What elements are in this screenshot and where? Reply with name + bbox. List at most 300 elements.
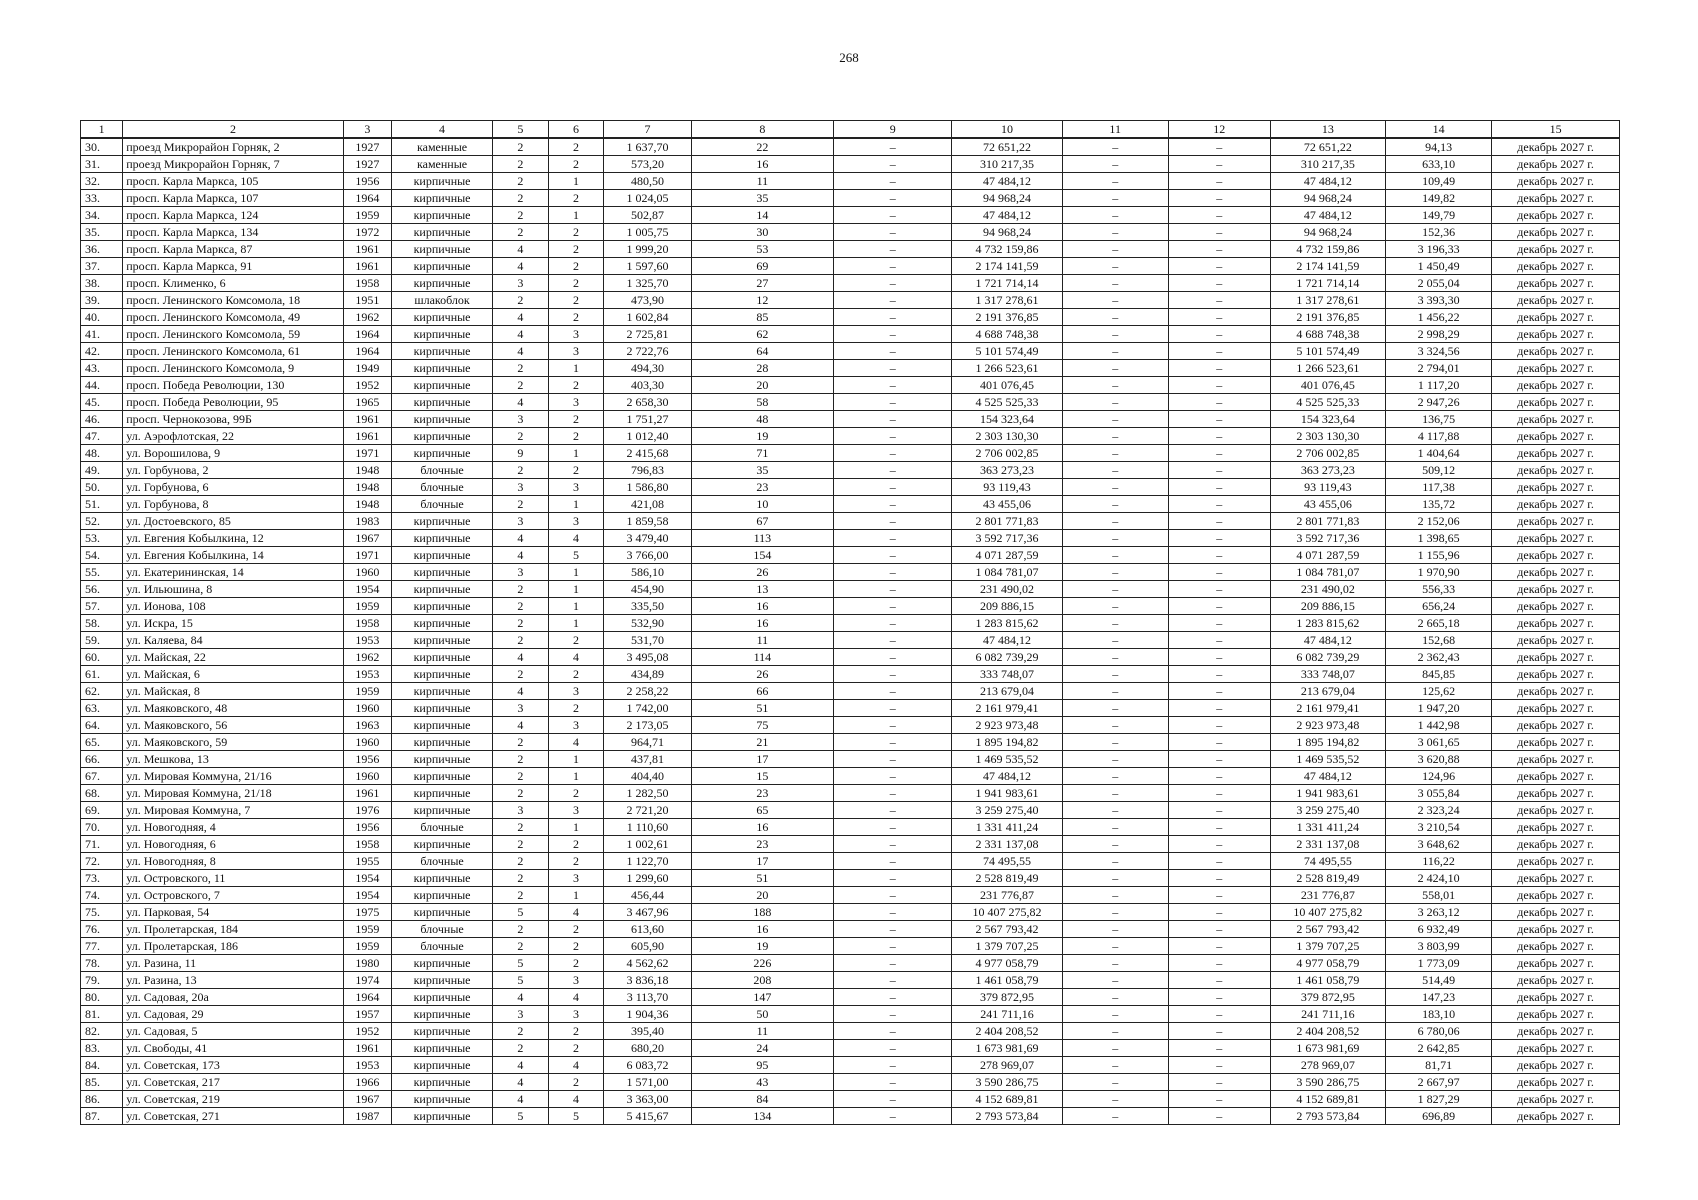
table-body: [81, 138, 1620, 1125]
table-cell: кирпичные: [392, 581, 493, 598]
table-cell: 1948: [343, 462, 391, 479]
table-cell: 69.: [81, 802, 123, 819]
table-cell: 1 331 411,24: [1270, 819, 1385, 836]
table-cell: 558,01: [1386, 887, 1492, 904]
table-cell: 2: [493, 156, 549, 173]
table-cell: 45.: [81, 394, 123, 411]
table-cell: 1956: [343, 751, 391, 768]
table-cell: 154: [691, 547, 833, 564]
table-cell: 2 801 771,83: [1270, 513, 1385, 530]
table-cell: 4: [548, 530, 604, 547]
table-cell: 401 076,45: [952, 377, 1062, 394]
table-cell: 28: [691, 360, 833, 377]
table-row: [81, 275, 1620, 292]
table-cell: 2 998,29: [1386, 326, 1492, 343]
table-cell: кирпичные: [392, 547, 493, 564]
table-cell: 2: [548, 938, 604, 955]
table-cell: –: [1062, 836, 1168, 853]
table-cell: 12: [691, 292, 833, 309]
table-cell: –: [1168, 428, 1270, 445]
table-cell: 5: [493, 1108, 549, 1125]
table-cell: декабрь 2027 г.: [1492, 581, 1620, 598]
table-row: [81, 1023, 1620, 1040]
table-cell: 113: [691, 530, 833, 547]
table-cell: декабрь 2027 г.: [1492, 445, 1620, 462]
table-cell: 1927: [343, 138, 391, 156]
table-cell: 4 117,88: [1386, 428, 1492, 445]
table-cell: 2 173,05: [604, 717, 692, 734]
table-cell: –: [833, 292, 951, 309]
table-cell: 5 101 574,49: [1270, 343, 1385, 360]
table-cell: 3: [493, 1006, 549, 1023]
table-cell: 3 590 286,75: [1270, 1074, 1385, 1091]
table-cell: 2 706 002,85: [952, 445, 1062, 462]
table-row: [81, 853, 1620, 870]
table-cell: 4: [493, 989, 549, 1006]
table-cell: –: [833, 530, 951, 547]
table-cell: ул. Советская, 271: [123, 1108, 343, 1125]
table-cell: декабрь 2027 г.: [1492, 138, 1620, 156]
table-cell: ул. Советская, 173: [123, 1057, 343, 1074]
table-cell: 1959: [343, 207, 391, 224]
table-row: [81, 445, 1620, 462]
table-cell: 48.: [81, 445, 123, 462]
table-cell: 2 362,43: [1386, 649, 1492, 666]
table-cell: блочные: [392, 819, 493, 836]
table-row: [81, 598, 1620, 615]
table-row: [81, 496, 1620, 513]
table-cell: ул. Маяковского, 59: [123, 734, 343, 751]
table-cell: –: [833, 445, 951, 462]
table-cell: –: [1062, 138, 1168, 156]
table-cell: 49.: [81, 462, 123, 479]
table-cell: 3 803,99: [1386, 938, 1492, 955]
table-cell: 11: [691, 1023, 833, 1040]
table-cell: 231 776,87: [1270, 887, 1385, 904]
table-cell: 152,68: [1386, 632, 1492, 649]
table-cell: декабрь 2027 г.: [1492, 292, 1620, 309]
table-cell: –: [1062, 1023, 1168, 1040]
column-header: 13: [1270, 121, 1385, 139]
table-cell: 3 479,40: [604, 530, 692, 547]
table-cell: декабрь 2027 г.: [1492, 462, 1620, 479]
table-cell: 1976: [343, 802, 391, 819]
table-cell: декабрь 2027 г.: [1492, 1040, 1620, 1057]
table-cell: ул. Пролетарская, 186: [123, 938, 343, 955]
table-cell: –: [1062, 547, 1168, 564]
table-cell: 2 055,04: [1386, 275, 1492, 292]
table-cell: –: [833, 717, 951, 734]
table-cell: –: [833, 479, 951, 496]
table-cell: 656,24: [1386, 598, 1492, 615]
table-cell: 17: [691, 751, 833, 768]
table-cell: –: [833, 921, 951, 938]
table-cell: –: [1168, 870, 1270, 887]
table-cell: 1 155,96: [1386, 547, 1492, 564]
table-cell: 494,30: [604, 360, 692, 377]
table-cell: 17: [691, 853, 833, 870]
table-cell: –: [1062, 292, 1168, 309]
table-row: [81, 394, 1620, 411]
table-cell: кирпичные: [392, 1091, 493, 1108]
table-cell: 1 673 981,69: [1270, 1040, 1385, 1057]
table-cell: 1 895 194,82: [952, 734, 1062, 751]
table-cell: декабрь 2027 г.: [1492, 870, 1620, 887]
column-header: 10: [952, 121, 1062, 139]
table-cell: –: [833, 411, 951, 428]
table-cell: 363 273,23: [1270, 462, 1385, 479]
table-cell: –: [833, 819, 951, 836]
table-cell: 1954: [343, 870, 391, 887]
table-cell: 1961: [343, 785, 391, 802]
table-cell: ул. Островского, 7: [123, 887, 343, 904]
table-cell: кирпичные: [392, 989, 493, 1006]
table-cell: декабрь 2027 г.: [1492, 768, 1620, 785]
table-cell: 183,10: [1386, 1006, 1492, 1023]
table-cell: 5: [493, 904, 549, 921]
table-cell: кирпичные: [392, 972, 493, 989]
table-cell: –: [1168, 717, 1270, 734]
table-cell: 35: [691, 190, 833, 207]
table-cell: просп. Карла Маркса, 134: [123, 224, 343, 241]
table-cell: 4: [493, 1091, 549, 1108]
table-cell: –: [833, 224, 951, 241]
table-cell: 4 562,62: [604, 955, 692, 972]
table-cell: 76.: [81, 921, 123, 938]
table-cell: –: [1062, 768, 1168, 785]
table-cell: –: [833, 173, 951, 190]
table-cell: декабрь 2027 г.: [1492, 309, 1620, 326]
table-cell: декабрь 2027 г.: [1492, 173, 1620, 190]
table-row: [81, 887, 1620, 904]
table-cell: 1 084 781,07: [952, 564, 1062, 581]
table-cell: 454,90: [604, 581, 692, 598]
table-cell: 67.: [81, 768, 123, 785]
table-cell: декабрь 2027 г.: [1492, 785, 1620, 802]
table-cell: 1: [548, 768, 604, 785]
table-cell: 2 152,06: [1386, 513, 1492, 530]
table-cell: 226: [691, 955, 833, 972]
table-cell: 473,90: [604, 292, 692, 309]
table-cell: ул. Майская, 8: [123, 683, 343, 700]
table-cell: 3 766,00: [604, 547, 692, 564]
table-cell: –: [1168, 530, 1270, 547]
table-cell: –: [1062, 615, 1168, 632]
table-cell: 209 886,15: [952, 598, 1062, 615]
table-cell: 2: [493, 428, 549, 445]
table-cell: 136,75: [1386, 411, 1492, 428]
table-row: [81, 734, 1620, 751]
table-cell: 2 658,30: [604, 394, 692, 411]
table-cell: –: [833, 853, 951, 870]
table-cell: –: [1168, 258, 1270, 275]
table-cell: 231 490,02: [952, 581, 1062, 598]
table-cell: 57.: [81, 598, 123, 615]
table-cell: 36.: [81, 241, 123, 258]
table-cell: 1952: [343, 377, 391, 394]
table-cell: 2: [548, 224, 604, 241]
table-cell: 35.: [81, 224, 123, 241]
table-cell: –: [1062, 666, 1168, 683]
table-cell: ул. Советская, 217: [123, 1074, 343, 1091]
table-cell: 3 620,88: [1386, 751, 1492, 768]
table-cell: 613,60: [604, 921, 692, 938]
table-cell: 43 455,06: [952, 496, 1062, 513]
table-cell: 51: [691, 700, 833, 717]
table-cell: 1958: [343, 836, 391, 853]
table-cell: 2: [548, 190, 604, 207]
table-cell: 2: [548, 258, 604, 275]
table-cell: 46.: [81, 411, 123, 428]
table-cell: 1967: [343, 1091, 391, 1108]
table-cell: 2: [493, 853, 549, 870]
table-cell: 62.: [81, 683, 123, 700]
table-cell: 5 101 574,49: [952, 343, 1062, 360]
table-cell: 1959: [343, 598, 391, 615]
table-cell: кирпичные: [392, 530, 493, 547]
table-cell: кирпичные: [392, 870, 493, 887]
table-cell: кирпичные: [392, 666, 493, 683]
table-cell: кирпичные: [392, 207, 493, 224]
table-cell: 154 323,64: [952, 411, 1062, 428]
table-cell: 70.: [81, 819, 123, 836]
table-cell: кирпичные: [392, 275, 493, 292]
table-cell: –: [1168, 904, 1270, 921]
table-cell: 4: [548, 649, 604, 666]
table-row: [81, 309, 1620, 326]
table-cell: –: [1168, 632, 1270, 649]
table-cell: декабрь 2027 г.: [1492, 530, 1620, 547]
table-cell: 4: [493, 1074, 549, 1091]
table-cell: 21: [691, 734, 833, 751]
table-cell: 19: [691, 428, 833, 445]
table-cell: 2: [548, 632, 604, 649]
table-cell: –: [1168, 360, 1270, 377]
table-cell: 401 076,45: [1270, 377, 1385, 394]
table-cell: 34.: [81, 207, 123, 224]
table-cell: –: [833, 632, 951, 649]
table-cell: 3 263,12: [1386, 904, 1492, 921]
table-cell: 509,12: [1386, 462, 1492, 479]
table-cell: 1954: [343, 887, 391, 904]
table-row: [81, 802, 1620, 819]
table-cell: кирпичные: [392, 241, 493, 258]
table-cell: –: [1168, 309, 1270, 326]
table-cell: –: [833, 581, 951, 598]
table-cell: 2: [493, 870, 549, 887]
table-cell: 1 673 981,69: [952, 1040, 1062, 1057]
table-cell: –: [833, 768, 951, 785]
table-cell: кирпичные: [392, 309, 493, 326]
table-cell: –: [1168, 581, 1270, 598]
table-cell: 2: [548, 462, 604, 479]
table-cell: 1961: [343, 258, 391, 275]
table-cell: декабрь 2027 г.: [1492, 598, 1620, 615]
table-cell: 1 970,90: [1386, 564, 1492, 581]
table-cell: 53.: [81, 530, 123, 547]
table-cell: 69: [691, 258, 833, 275]
table-cell: 65.: [81, 734, 123, 751]
table-cell: 24: [691, 1040, 833, 1057]
table-cell: декабрь 2027 г.: [1492, 989, 1620, 1006]
table-cell: 6 780,06: [1386, 1023, 1492, 1040]
table-cell: 2: [493, 819, 549, 836]
table-cell: блочные: [392, 479, 493, 496]
table-cell: –: [1168, 921, 1270, 938]
table-cell: декабрь 2027 г.: [1492, 955, 1620, 972]
table-cell: 209 886,15: [1270, 598, 1385, 615]
table-cell: 4: [493, 530, 549, 547]
table-cell: 1958: [343, 275, 391, 292]
table-cell: декабрь 2027 г.: [1492, 1023, 1620, 1040]
table-cell: 9: [493, 445, 549, 462]
table-cell: 30.: [81, 138, 123, 156]
table-cell: –: [1062, 411, 1168, 428]
table-cell: 4: [493, 683, 549, 700]
table-cell: –: [833, 785, 951, 802]
table-cell: –: [1168, 615, 1270, 632]
table-cell: 1 299,60: [604, 870, 692, 887]
table-cell: 3: [548, 870, 604, 887]
table-cell: 44.: [81, 377, 123, 394]
table-cell: 278 969,07: [952, 1057, 1062, 1074]
table-cell: 1949: [343, 360, 391, 377]
table-cell: декабрь 2027 г.: [1492, 887, 1620, 904]
table-cell: –: [833, 683, 951, 700]
table-cell: 3: [493, 564, 549, 581]
table-cell: 2: [548, 785, 604, 802]
table-cell: ул. Аэрофлотская, 22: [123, 428, 343, 445]
table-cell: 2: [493, 1040, 549, 1057]
table-cell: 2: [493, 292, 549, 309]
table-cell: 4: [493, 394, 549, 411]
table-row: [81, 666, 1620, 683]
table-cell: 47 484,12: [952, 632, 1062, 649]
table-cell: 502,87: [604, 207, 692, 224]
table-cell: 50.: [81, 479, 123, 496]
table-row: [81, 1040, 1620, 1057]
table-row: [81, 513, 1620, 530]
table-cell: –: [1168, 411, 1270, 428]
table-cell: –: [833, 649, 951, 666]
table-cell: ул. Садовая, 5: [123, 1023, 343, 1040]
table-cell: 333 748,07: [1270, 666, 1385, 683]
table-cell: 1: [548, 887, 604, 904]
table-cell: 3: [493, 700, 549, 717]
table-row: [81, 768, 1620, 785]
table-cell: 964,71: [604, 734, 692, 751]
table-cell: 47 484,12: [1270, 632, 1385, 649]
table-cell: –: [1168, 768, 1270, 785]
table-cell: просп. Ленинского Комсомола, 18: [123, 292, 343, 309]
table-cell: 5: [493, 955, 549, 972]
table-cell: 3: [548, 683, 604, 700]
table-cell: 1959: [343, 683, 391, 700]
table-cell: 67: [691, 513, 833, 530]
table-row: [81, 921, 1620, 938]
table-cell: 16: [691, 156, 833, 173]
table-cell: 1961: [343, 428, 391, 445]
table-cell: 2 331 137,08: [952, 836, 1062, 853]
table-cell: 1965: [343, 394, 391, 411]
table-cell: 1960: [343, 734, 391, 751]
table-cell: 3 324,56: [1386, 343, 1492, 360]
table-cell: 3 061,65: [1386, 734, 1492, 751]
table-cell: –: [1062, 377, 1168, 394]
column-header: 14: [1386, 121, 1492, 139]
table-cell: –: [833, 258, 951, 275]
table-cell: 1983: [343, 513, 391, 530]
table-cell: блочные: [392, 921, 493, 938]
table-cell: ул. Ильюшина, 8: [123, 581, 343, 598]
table-row: [81, 836, 1620, 853]
table-cell: 4: [493, 258, 549, 275]
table-cell: 573,20: [604, 156, 692, 173]
table-cell: 4 688 748,38: [952, 326, 1062, 343]
table-cell: 556,33: [1386, 581, 1492, 598]
table-cell: 2: [548, 700, 604, 717]
table-cell: кирпичные: [392, 1074, 493, 1091]
table-cell: 1: [548, 445, 604, 462]
table-cell: декабрь 2027 г.: [1492, 275, 1620, 292]
table-cell: 1: [548, 598, 604, 615]
table-cell: 2: [493, 632, 549, 649]
table-cell: кирпичные: [392, 190, 493, 207]
table-cell: 20: [691, 377, 833, 394]
table-cell: 74.: [81, 887, 123, 904]
table-cell: 3 196,33: [1386, 241, 1492, 258]
table-cell: –: [1062, 513, 1168, 530]
table-cell: 64.: [81, 717, 123, 734]
table-cell: 2: [493, 768, 549, 785]
table-cell: 421,08: [604, 496, 692, 513]
column-header: 6: [548, 121, 604, 139]
table-cell: –: [1168, 853, 1270, 870]
table-cell: –: [1062, 1040, 1168, 1057]
table-cell: 83.: [81, 1040, 123, 1057]
table-cell: 85.: [81, 1074, 123, 1091]
table-cell: декабрь 2027 г.: [1492, 394, 1620, 411]
table-cell: 1 941 983,61: [952, 785, 1062, 802]
table-cell: 1953: [343, 666, 391, 683]
table-cell: 16: [691, 598, 833, 615]
table-cell: –: [1062, 921, 1168, 938]
table-cell: –: [833, 343, 951, 360]
table-cell: 2: [493, 887, 549, 904]
table-cell: –: [1168, 1108, 1270, 1125]
table-cell: 74 495,55: [952, 853, 1062, 870]
table-cell: 26: [691, 666, 833, 683]
table-cell: кирпичные: [392, 904, 493, 921]
table-cell: –: [833, 904, 951, 921]
table-cell: кирпичные: [392, 649, 493, 666]
table-cell: блочные: [392, 938, 493, 955]
table-cell: 2: [548, 156, 604, 173]
table-cell: 82.: [81, 1023, 123, 1040]
table-cell: –: [833, 564, 951, 581]
table-cell: 1966: [343, 1074, 391, 1091]
table-cell: 434,89: [604, 666, 692, 683]
table-cell: 6 082 739,29: [1270, 649, 1385, 666]
table-row: [81, 292, 1620, 309]
table-cell: –: [1062, 870, 1168, 887]
table-row: [81, 462, 1620, 479]
table-cell: –: [1062, 360, 1168, 377]
table-cell: кирпичные: [392, 734, 493, 751]
table-row: [81, 224, 1620, 241]
table-cell: 1974: [343, 972, 391, 989]
table-cell: кирпичные: [392, 326, 493, 343]
